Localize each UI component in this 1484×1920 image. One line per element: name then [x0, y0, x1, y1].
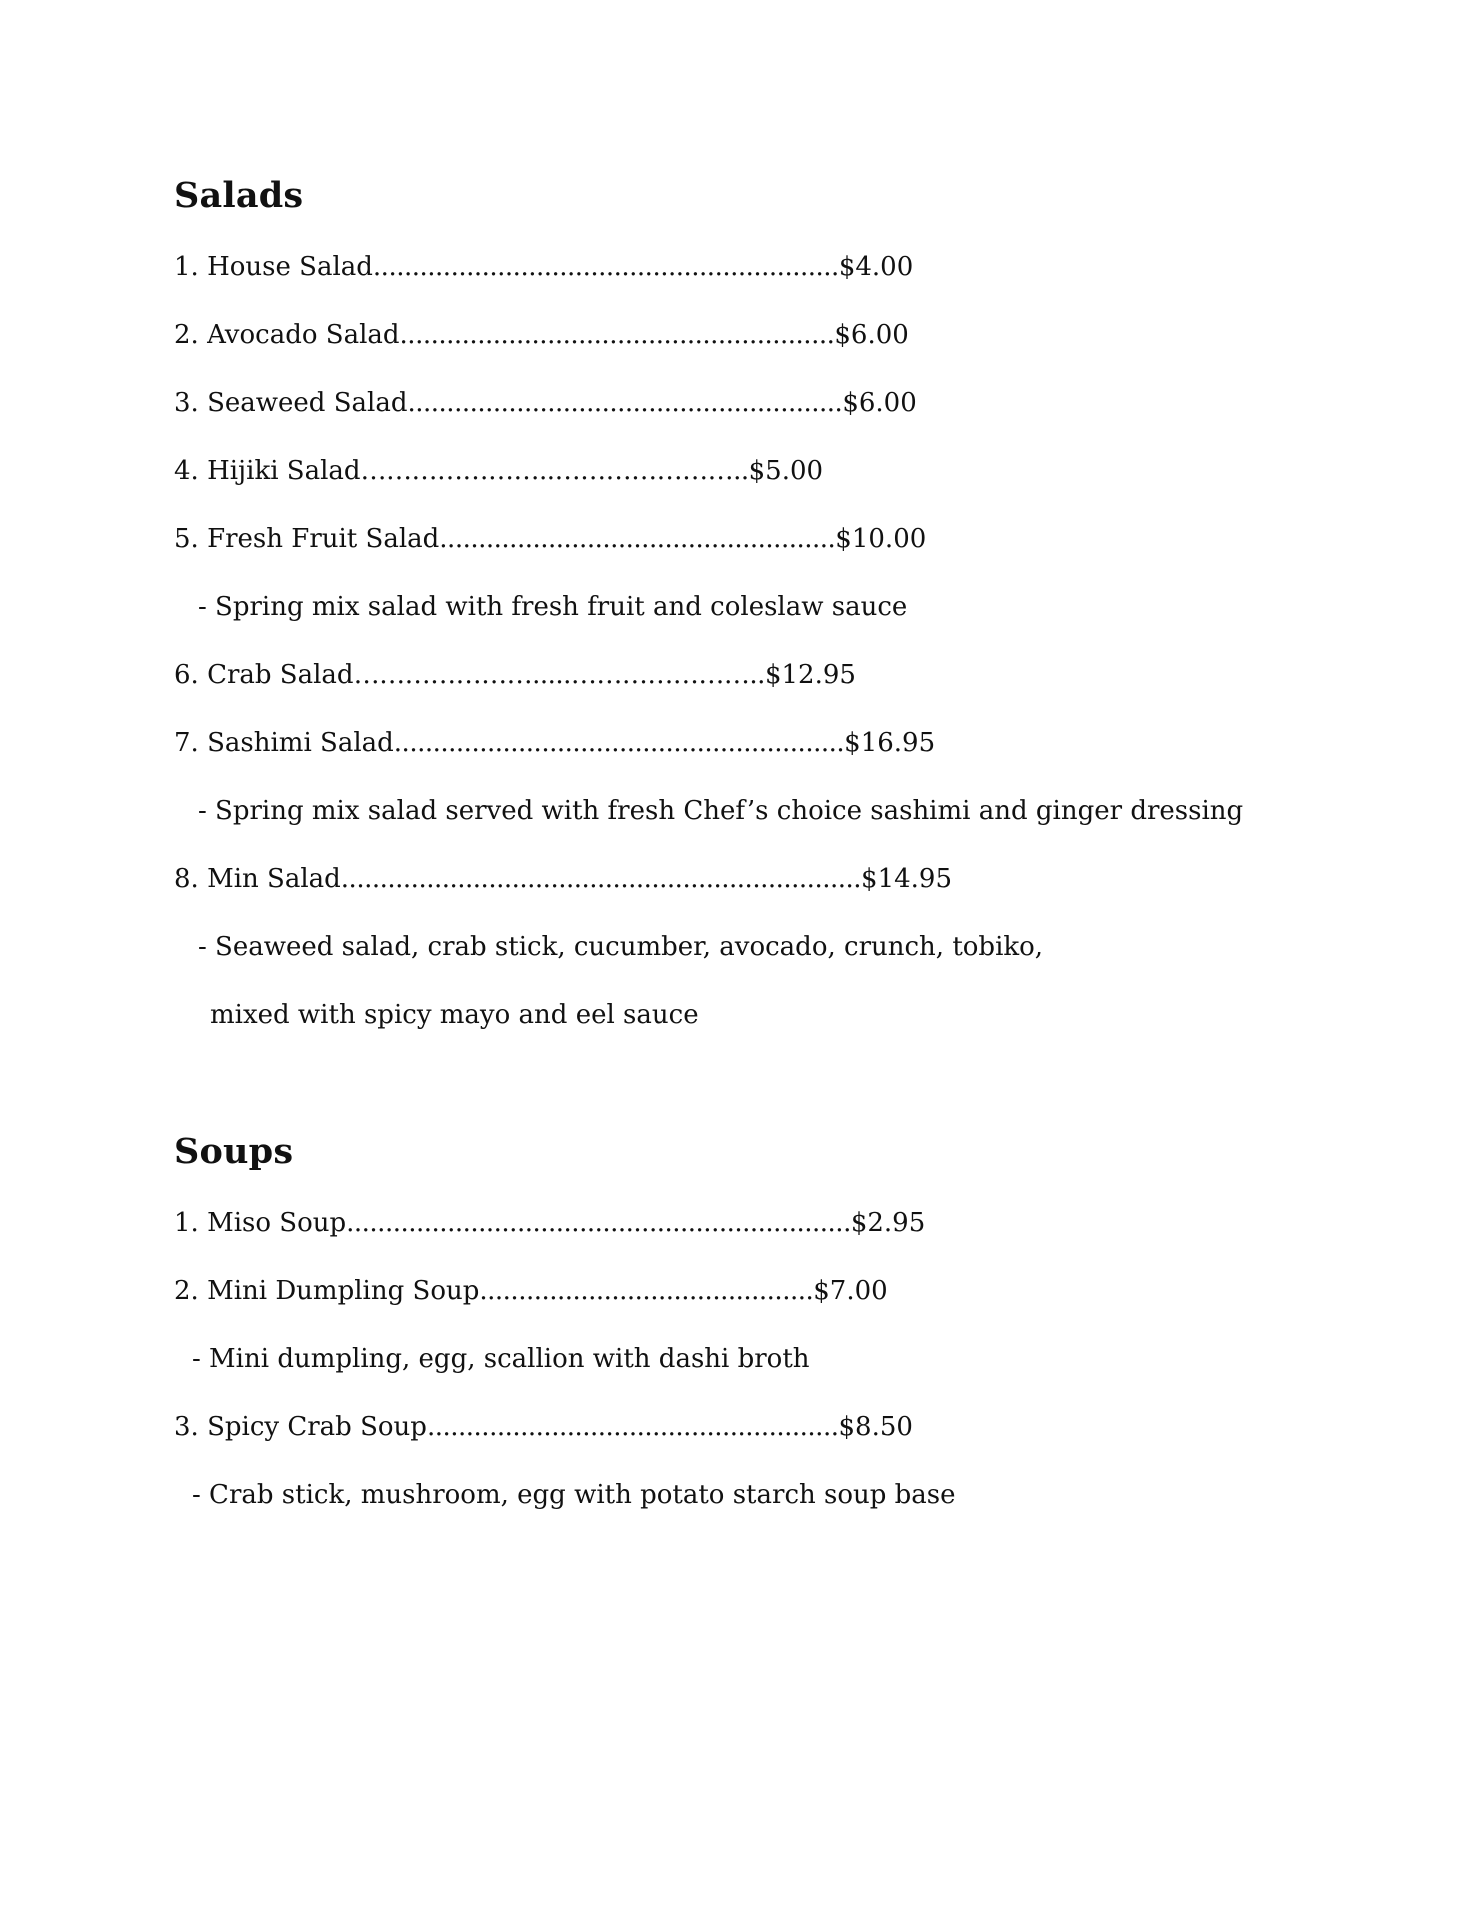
item-name: 3. Spicy Crab Soup [174, 1412, 427, 1442]
item-price: $16.95 [844, 728, 936, 758]
soups-heading: Soups [174, 1131, 294, 1172]
item-name: 2. Avocado Salad [174, 320, 400, 350]
menu-item-hijiki-salad [174, 454, 823, 488]
item-leader-dots: ............................................................ [372, 252, 839, 282]
item-price: $12.95 [764, 660, 856, 690]
item-price: $14.95 [861, 864, 953, 894]
item-name: 6. Crab Salad [174, 660, 354, 690]
item-leader-dots: ................................................................. [346, 1208, 851, 1238]
spicy-crab-soup-description: - Crab stick, mushroom, egg with potato starch soup base [192, 1480, 956, 1510]
min-salad-description-line1: - Seaweed salad, crab stick, cucumber, avocado, crunch, tobiko, [198, 932, 1044, 962]
item-leader-dots: ........................................................ [407, 388, 843, 418]
menu-item-miso-soup [174, 1206, 925, 1240]
item-name: 7. Sashimi Salad [174, 728, 394, 758]
mini-dumpling-soup-description: - Mini dumpling, egg, scallion with dashi broth [192, 1344, 810, 1374]
menu-item-house-salad [174, 250, 913, 284]
fresh-fruit-salad-description: - Spring mix salad with fresh fruit and coleslaw sauce [198, 592, 908, 622]
menu-item-min-salad [174, 862, 952, 896]
menu-item-spicy-crab-soup [174, 1410, 913, 1444]
item-leader-dots: .......................................................... [393, 728, 845, 758]
item-leader-dots: ................................................................... [340, 864, 862, 894]
item-price: $5.00 [748, 456, 824, 486]
salads-heading: Salads [174, 175, 304, 216]
item-leader-dots: ................................................... [439, 524, 836, 554]
menu-item-avocado-salad [174, 318, 909, 352]
item-name: 1. House Salad [174, 252, 373, 282]
menu-item-sashimi-salad [174, 726, 935, 760]
menu-item-fresh-fruit-salad [174, 522, 926, 556]
item-price: $7.00 [813, 1276, 888, 1306]
menu-item-mini-dumpling-soup [174, 1274, 888, 1308]
item-name: 2. Mini Dumpling Soup [174, 1276, 480, 1306]
item-price: $6.00 [842, 388, 917, 418]
item-name: 3. Seaweed Salad [174, 388, 408, 418]
item-price: $6.00 [834, 320, 909, 350]
item-name: 8. Min Salad [174, 864, 341, 894]
item-name: 5. Fresh Fruit Salad [174, 524, 440, 554]
item-leader-dots: ..................................................... [426, 1412, 839, 1442]
item-price: $4.00 [838, 252, 914, 282]
item-leader-dots: ........................................... [479, 1276, 814, 1306]
item-leader-dots: …………………..………………….. [360, 456, 749, 486]
item-leader-dots: ………………….....………………….. [353, 660, 765, 690]
item-name: 1. Miso Soup [174, 1208, 347, 1238]
item-price: $2.95 [850, 1208, 926, 1238]
item-name: 4. Hijiki Salad [174, 456, 361, 486]
item-leader-dots: ........................................................ [399, 320, 835, 350]
sashimi-salad-description: - Spring mix salad served with fresh Chef’s choice sashimi and ginger dressing [198, 796, 1244, 826]
menu-item-seaweed-salad [174, 386, 917, 420]
item-price: $8.50 [838, 1412, 913, 1442]
menu-item-crab-salad [174, 658, 856, 692]
item-price: $10.00 [835, 524, 927, 554]
min-salad-description-line2: mixed with spicy mayo and eel sauce [210, 1000, 699, 1030]
